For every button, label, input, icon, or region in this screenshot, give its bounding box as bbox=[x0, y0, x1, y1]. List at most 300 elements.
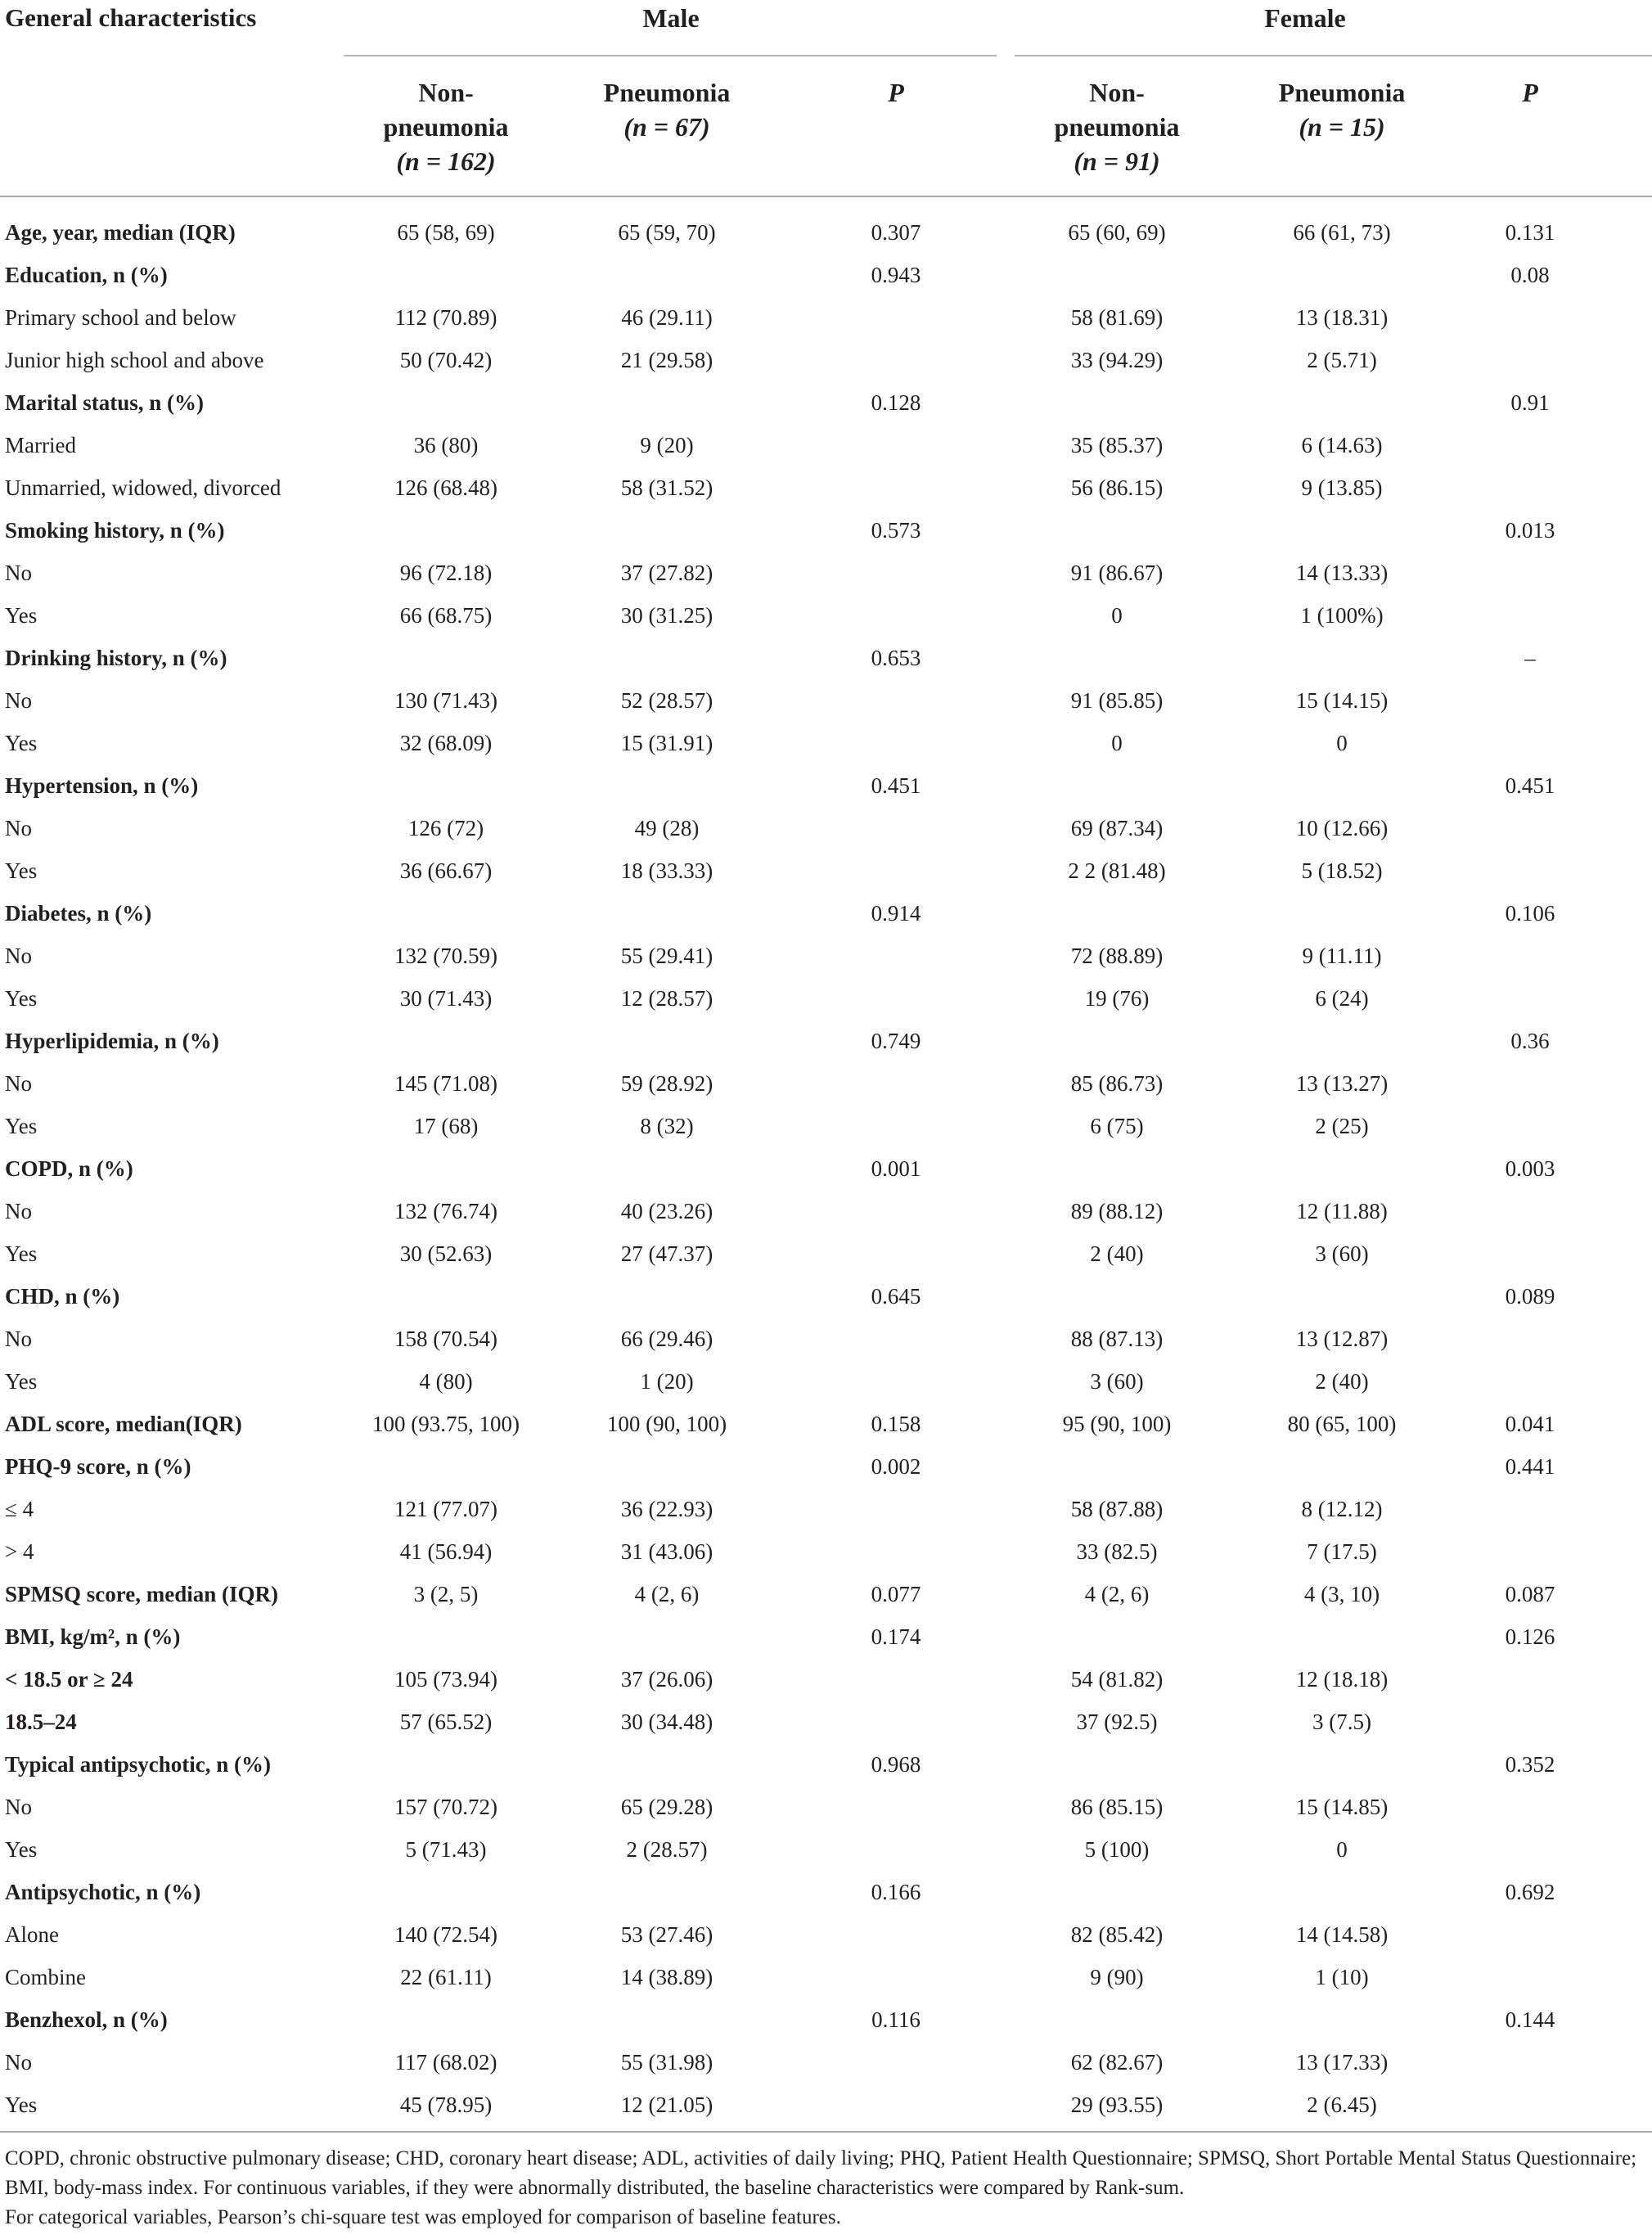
female-pneumonia-cell bbox=[1236, 1871, 1448, 1913]
male-non-pneumonia-cell: 3 (2, 5) bbox=[413, 1582, 479, 1606]
male-pneumonia-cell bbox=[565, 1445, 769, 1488]
table-row bbox=[0, 807, 1652, 849]
male-pneumonia-cell: 27 (47.37) bbox=[620, 1241, 713, 1266]
table-row bbox=[0, 679, 1652, 722]
female-non-pneumonia-cell bbox=[1015, 1871, 1219, 1913]
male-p-value-cell bbox=[794, 1318, 998, 1360]
male-p-value-cell: 0.166 bbox=[871, 1880, 921, 1904]
female-pneumonia-cell bbox=[1236, 509, 1448, 552]
table-row bbox=[0, 1658, 1652, 1701]
female-pneumonia-cell bbox=[1236, 1275, 1448, 1318]
female-pneumonia-cell: 13 (18.31) bbox=[1295, 305, 1389, 330]
female-non-pneumonia-cell: 82 (85.42) bbox=[1070, 1922, 1164, 1947]
male-non-pneumonia-cell bbox=[344, 764, 548, 807]
male-p-value-cell bbox=[794, 339, 998, 381]
male-non-pneumonia-cell bbox=[344, 254, 548, 296]
male-p-value-cell: 0.914 bbox=[871, 901, 921, 926]
row-label: Drinking history, n (%) bbox=[5, 646, 227, 670]
female-p-value-cell bbox=[1465, 849, 1596, 892]
female-non-pneumonia-cell: 72 (88.89) bbox=[1070, 944, 1164, 968]
female-non-pneumonia-cell: 33 (82.5) bbox=[1076, 1539, 1158, 1564]
male-pneumonia-cell: 55 (29.41) bbox=[620, 944, 713, 968]
female-p-value-cell bbox=[1465, 339, 1596, 381]
male-non-pneumonia-cell: 65 (58, 69) bbox=[397, 220, 495, 245]
male-p-value-cell bbox=[794, 1913, 998, 1956]
male-non-pneumonia-cell: 112 (70.89) bbox=[394, 305, 497, 330]
table-footnote bbox=[5, 2144, 1641, 2232]
female-p-value-cell: 0.041 bbox=[1505, 1412, 1555, 1436]
female-pneumonia-cell: 1 (10) bbox=[1315, 1965, 1369, 1989]
table-row bbox=[0, 254, 1652, 296]
row-label: BMI, kg/m², n (%) bbox=[5, 1624, 181, 1649]
table-row bbox=[0, 1701, 1652, 1743]
table-row bbox=[0, 1147, 1652, 1190]
male-p-value-cell bbox=[794, 1488, 998, 1530]
table-row bbox=[0, 1913, 1652, 1956]
male-non-pneumonia-cell bbox=[344, 892, 548, 935]
male-non-pneumonia-cell: 96 (72.18) bbox=[399, 561, 493, 585]
female-pneumonia-cell bbox=[1236, 764, 1448, 807]
male-p-value-cell bbox=[794, 722, 998, 764]
male-pneumonia-cell: 36 (22.93) bbox=[620, 1497, 713, 1521]
female-non-pneumonia-cell bbox=[1015, 381, 1219, 424]
female-non-pneumonia-cell bbox=[1015, 1743, 1219, 1786]
male-pneumonia-cell: 37 (27.82) bbox=[620, 561, 713, 585]
footnote-abbreviations: COPD, chronic obstructive pulmonary disease; CHD, coronary heart disease; ADL, activities of daily living; PHQ, Patient Health Questionnaire; SPMSQ, Short Portable Mental Status Questionnaire; BMI, body-mass index. For continuous variables, if they were abnormally distributed, the baseline characteristics were compared by Rank-sum. bbox=[5, 2147, 1637, 2199]
male-pneumonia-cell: 65 (29.28) bbox=[620, 1795, 713, 1819]
male-p-value-cell: 0.451 bbox=[871, 773, 921, 798]
female-p-value-cell: 0.013 bbox=[1505, 518, 1555, 543]
table-row bbox=[0, 764, 1652, 807]
female-pneumonia-header: Pneumonia (n = 15) bbox=[1278, 78, 1406, 142]
female-pneumonia-cell bbox=[1236, 254, 1448, 296]
male-non-pneumonia-cell: 30 (52.63) bbox=[399, 1241, 493, 1266]
male-p-value-cell: 0.077 bbox=[871, 1582, 921, 1606]
male-non-pneumonia-cell bbox=[344, 1871, 548, 1913]
male-p-value-cell bbox=[794, 1190, 998, 1232]
male-pneumonia-cell: 53 (27.46) bbox=[620, 1922, 713, 1947]
table-row bbox=[0, 637, 1652, 679]
female-pneumonia-cell bbox=[1236, 892, 1448, 935]
female-pneumonia-cell: 13 (12.87) bbox=[1295, 1327, 1389, 1351]
table-row bbox=[0, 1956, 1652, 1998]
header-male: Male bbox=[642, 3, 700, 33]
table-row bbox=[0, 1318, 1652, 1360]
row-label: < 18.5 or ≥ 24 bbox=[5, 1667, 133, 1692]
female-p-value-cell: 0.36 bbox=[1510, 1029, 1550, 1053]
female-pneumonia-cell: 6 (24) bbox=[1315, 986, 1369, 1011]
female-pneumonia-cell: 14 (13.33) bbox=[1295, 561, 1389, 585]
male-p-value-cell bbox=[794, 1956, 998, 1998]
male-non-pneumonia-cell: 132 (76.74) bbox=[394, 1199, 497, 1223]
female-p-value-cell bbox=[1465, 1658, 1596, 1701]
female-p-value-cell bbox=[1465, 424, 1596, 466]
female-p-value-cell: 0.089 bbox=[1505, 1284, 1555, 1309]
male-non-pneumonia-cell bbox=[344, 1615, 548, 1658]
row-label: Antipsychotic, n (%) bbox=[5, 1880, 201, 1904]
row-label: No bbox=[5, 561, 32, 585]
female-non-pneumonia-cell bbox=[1015, 1445, 1219, 1488]
male-non-pneumonia-cell bbox=[344, 509, 548, 552]
male-p-value-cell bbox=[794, 977, 998, 1020]
female-non-pneumonia-cell: 4 (2, 6) bbox=[1084, 1582, 1150, 1606]
female-non-pneumonia-cell: 0 bbox=[1111, 603, 1123, 628]
table-row bbox=[0, 424, 1652, 466]
female-pneumonia-cell: 15 (14.85) bbox=[1295, 1795, 1389, 1819]
female-pneumonia-cell: 0 bbox=[1336, 1837, 1348, 1862]
male-p-value-cell: 0.307 bbox=[871, 220, 921, 245]
female-p-value-cell bbox=[1465, 466, 1596, 509]
female-pneumonia-cell: 6 (14.63) bbox=[1301, 433, 1383, 457]
male-pneumonia-cell: 12 (21.05) bbox=[620, 2093, 713, 2117]
male-pneumonia-cell: 100 (90, 100) bbox=[606, 1412, 727, 1436]
male-p-value-cell bbox=[794, 1786, 998, 1828]
female-pneumonia-cell: 8 (12.12) bbox=[1301, 1497, 1383, 1521]
female-pneumonia-cell bbox=[1236, 1020, 1448, 1062]
table-row bbox=[0, 1190, 1652, 1232]
female-p-value-cell bbox=[1465, 1232, 1596, 1275]
female-p-value-cell bbox=[1465, 296, 1596, 339]
male-pneumonia-cell: 15 (31.91) bbox=[620, 731, 713, 755]
male-non-pneumonia-cell bbox=[344, 1445, 548, 1488]
table-row bbox=[0, 1105, 1652, 1147]
female-non-pneumonia-cell: 85 (86.73) bbox=[1070, 1071, 1164, 1096]
row-label: No bbox=[5, 816, 32, 840]
female-non-pneumonia-cell bbox=[1015, 509, 1219, 552]
female-pneumonia-cell bbox=[1236, 381, 1448, 424]
row-label: Yes bbox=[5, 858, 38, 883]
male-p-value-cell bbox=[794, 1828, 998, 1871]
row-label: CHD, n (%) bbox=[5, 1284, 120, 1309]
row-label: > 4 bbox=[5, 1539, 34, 1564]
male-pneumonia-cell bbox=[565, 1615, 769, 1658]
male-p-value-cell bbox=[794, 1658, 998, 1701]
male-non-pneumonia-cell: 130 (71.43) bbox=[394, 688, 497, 713]
male-non-pneumonia-cell: 4 (80) bbox=[419, 1369, 473, 1394]
female-non-pneumonia-cell: 91 (86.67) bbox=[1070, 561, 1164, 585]
male-p-value-cell bbox=[794, 2041, 998, 2084]
row-label: No bbox=[5, 1071, 32, 1096]
female-p-value-cell bbox=[1465, 977, 1596, 1020]
row-label: Marital status, n (%) bbox=[5, 390, 204, 415]
female-pneumonia-cell: 1 (100%) bbox=[1300, 603, 1384, 628]
table-row bbox=[0, 892, 1652, 935]
male-p-value-cell: 0.968 bbox=[871, 1752, 921, 1777]
male-non-pneumonia-cell: 121 (77.07) bbox=[394, 1497, 497, 1521]
female-p-value-cell bbox=[1465, 1828, 1596, 1871]
female-p-value-cell bbox=[1465, 1105, 1596, 1147]
female-p-value-cell: 0.106 bbox=[1505, 901, 1555, 926]
female-non-pneumonia-cell: 89 (88.12) bbox=[1070, 1199, 1164, 1223]
female-non-pneumonia-cell: 69 (87.34) bbox=[1070, 816, 1164, 840]
male-non-pneumonia-cell: 140 (72.54) bbox=[394, 1922, 497, 1947]
table-row bbox=[0, 935, 1652, 977]
male-pneumonia-header: Pneumonia (n = 67) bbox=[603, 78, 731, 142]
female-non-pneumonia-cell: 56 (86.15) bbox=[1070, 475, 1164, 500]
female-non-pneumonia-cell: 9 (90) bbox=[1090, 1965, 1144, 1989]
table-row bbox=[0, 1360, 1652, 1403]
male-non-pneumonia-cell: 22 (61.11) bbox=[400, 1965, 492, 1989]
male-pneumonia-cell: 59 (28.92) bbox=[620, 1071, 713, 1096]
row-label: No bbox=[5, 688, 32, 713]
female-pneumonia-cell bbox=[1236, 1743, 1448, 1786]
female-pneumonia-cell bbox=[1236, 637, 1448, 679]
male-p-value-cell bbox=[794, 935, 998, 977]
male-pneumonia-cell bbox=[565, 254, 769, 296]
male-p-value-cell bbox=[794, 1360, 998, 1403]
male-pneumonia-cell bbox=[565, 381, 769, 424]
male-pneumonia-cell: 37 (26.06) bbox=[620, 1667, 713, 1692]
table-row bbox=[0, 1488, 1652, 1530]
row-label: Unmarried, widowed, divorced bbox=[5, 475, 281, 500]
row-label: PHQ-9 score, n (%) bbox=[5, 1454, 191, 1479]
male-pneumonia-cell bbox=[565, 1743, 769, 1786]
male-p-value-cell: 0.128 bbox=[871, 390, 921, 415]
row-label: No bbox=[5, 944, 32, 968]
female-pneumonia-cell: 13 (17.33) bbox=[1295, 2050, 1389, 2075]
male-p-value-cell: 0.749 bbox=[871, 1029, 921, 1053]
table-row bbox=[0, 339, 1652, 381]
table-row bbox=[0, 1445, 1652, 1488]
female-p-value-cell bbox=[1465, 935, 1596, 977]
male-p-value-cell bbox=[794, 807, 998, 849]
female-p-value-cell bbox=[1465, 594, 1596, 637]
male-p-value-cell: 0.174 bbox=[871, 1624, 921, 1649]
male-pneumonia-cell bbox=[565, 1871, 769, 1913]
female-p-value-cell bbox=[1465, 2084, 1596, 2126]
female-non-pneumonia-cell: 65 (60, 69) bbox=[1068, 220, 1166, 245]
female-non-pneumonia-cell bbox=[1015, 254, 1219, 296]
row-label: No bbox=[5, 1795, 32, 1819]
female-p-value-cell bbox=[1465, 1913, 1596, 1956]
male-pneumonia-cell: 30 (34.48) bbox=[620, 1710, 713, 1734]
female-pneumonia-cell: 9 (11.11) bbox=[1302, 944, 1382, 968]
male-pneumonia-cell: 12 (28.57) bbox=[620, 986, 713, 1011]
female-pneumonia-cell: 12 (11.88) bbox=[1296, 1199, 1388, 1223]
male-pneumonia-cell: 40 (23.26) bbox=[620, 1199, 713, 1223]
female-non-pneumonia-cell: 88 (87.13) bbox=[1070, 1327, 1164, 1351]
male-pneumonia-cell bbox=[565, 764, 769, 807]
female-pneumonia-cell: 9 (13.85) bbox=[1301, 475, 1383, 500]
male-p-value-cell: 0.116 bbox=[871, 2007, 921, 2032]
female-pneumonia-cell: 15 (14.15) bbox=[1295, 688, 1389, 713]
female-pneumonia-cell: 2 (5.71) bbox=[1307, 348, 1377, 372]
female-non-pneumonia-header: Non- pneumonia (n = 91) bbox=[1054, 78, 1180, 176]
female-non-pneumonia-cell: 58 (87.88) bbox=[1070, 1497, 1164, 1521]
male-pneumonia-cell: 49 (28) bbox=[634, 816, 700, 840]
female-non-pneumonia-cell: 54 (81.82) bbox=[1070, 1667, 1164, 1692]
table-row bbox=[0, 509, 1652, 552]
female-pneumonia-cell: 13 (13.27) bbox=[1295, 1071, 1389, 1096]
male-p-value-cell: 0.158 bbox=[871, 1412, 921, 1436]
female-p-value-cell bbox=[1465, 1318, 1596, 1360]
female-p-value-cell bbox=[1465, 807, 1596, 849]
male-non-pneumonia-cell: 5 (71.43) bbox=[405, 1837, 487, 1862]
table-row bbox=[0, 466, 1652, 509]
row-label: Combine bbox=[5, 1965, 86, 1989]
female-p-value-cell bbox=[1465, 1701, 1596, 1743]
female-p-value-cell bbox=[1465, 1360, 1596, 1403]
male-pneumonia-cell: 30 (31.25) bbox=[620, 603, 713, 628]
male-pneumonia-cell: 66 (29.46) bbox=[620, 1327, 713, 1351]
header-bottom-rule bbox=[0, 196, 1652, 197]
row-label: No bbox=[5, 1327, 32, 1351]
female-p-value-cell: 0.91 bbox=[1510, 390, 1550, 415]
male-pneumonia-cell: 2 (28.57) bbox=[626, 1837, 708, 1862]
row-label: Typical antipsychotic, n (%) bbox=[5, 1752, 272, 1777]
row-label: ≤ 4 bbox=[5, 1497, 34, 1521]
male-p-value-cell bbox=[794, 1232, 998, 1275]
male-p-value-cell bbox=[794, 1062, 998, 1105]
female-p-value-cell bbox=[1465, 722, 1596, 764]
table-row bbox=[0, 1275, 1652, 1318]
male-non-pneumonia-cell: 157 (70.72) bbox=[394, 1795, 497, 1819]
table-row bbox=[0, 2084, 1652, 2126]
row-label: Education, n (%) bbox=[5, 263, 168, 287]
male-non-pneumonia-cell: 126 (72) bbox=[407, 816, 484, 840]
female-pneumonia-cell: 3 (60) bbox=[1315, 1241, 1369, 1266]
row-label: Married bbox=[5, 433, 76, 457]
table-row bbox=[0, 1786, 1652, 1828]
male-pneumonia-cell: 58 (31.52) bbox=[620, 475, 713, 500]
male-pneumonia-cell bbox=[565, 1275, 769, 1318]
table-row bbox=[0, 1020, 1652, 1062]
female-pneumonia-cell: 10 (12.66) bbox=[1295, 816, 1389, 840]
male-non-pneumonia-cell: 50 (70.42) bbox=[399, 348, 493, 372]
male-non-pneumonia-cell: 57 (65.52) bbox=[399, 1710, 493, 1734]
table-bottom-rule bbox=[0, 2131, 1652, 2133]
female-pneumonia-cell: 5 (18.52) bbox=[1301, 858, 1383, 883]
female-p-value-cell bbox=[1465, 1488, 1596, 1530]
female-non-pneumonia-cell bbox=[1015, 637, 1219, 679]
table-row bbox=[0, 1871, 1652, 1913]
male-pneumonia-cell: 4 (2, 6) bbox=[634, 1582, 700, 1606]
male-non-pneumonia-cell: 30 (71.43) bbox=[399, 986, 493, 1011]
row-label: No bbox=[5, 1199, 32, 1223]
male-non-pneumonia-cell bbox=[344, 1998, 548, 2041]
female-p-value-cell: 0.144 bbox=[1505, 2007, 1555, 2032]
table-row bbox=[0, 594, 1652, 637]
male-p-value-cell: 0.645 bbox=[871, 1284, 921, 1309]
header-female: Female bbox=[1264, 3, 1346, 33]
female-group-rule bbox=[1015, 55, 1652, 56]
male-pneumonia-cell: 14 (38.89) bbox=[620, 1965, 713, 1989]
male-p-value-cell bbox=[794, 1530, 998, 1573]
female-pneumonia-cell: 12 (18.18) bbox=[1295, 1667, 1389, 1692]
female-pneumonia-cell: 4 (3, 10) bbox=[1303, 1582, 1380, 1606]
row-label: Alone bbox=[5, 1922, 59, 1947]
male-pneumonia-cell: 55 (31.98) bbox=[620, 2050, 713, 2075]
male-pneumonia-cell bbox=[565, 892, 769, 935]
female-non-pneumonia-cell: 29 (93.55) bbox=[1070, 2093, 1164, 2117]
female-p-value-cell bbox=[1465, 552, 1596, 594]
male-p-value-cell: 0.573 bbox=[871, 518, 921, 543]
male-p-value-cell bbox=[794, 849, 998, 892]
table-row bbox=[0, 1615, 1652, 1658]
male-non-pneumonia-cell: 145 (71.08) bbox=[394, 1071, 497, 1096]
female-pneumonia-cell: 2 (40) bbox=[1315, 1369, 1369, 1394]
male-non-pneumonia-header: Non- pneumonia (n = 162) bbox=[383, 78, 509, 176]
female-p-value-cell bbox=[1465, 679, 1596, 722]
male-p-value-cell bbox=[794, 1701, 998, 1743]
male-pneumonia-cell: 1 (20) bbox=[640, 1369, 694, 1394]
female-non-pneumonia-cell: 2 (40) bbox=[1090, 1241, 1144, 1266]
row-label: Hypertension, n (%) bbox=[5, 773, 199, 798]
female-pneumonia-cell: 66 (61, 73) bbox=[1293, 220, 1391, 245]
female-p-value-cell bbox=[1465, 1530, 1596, 1573]
row-label: Junior high school and above bbox=[5, 348, 264, 372]
female-non-pneumonia-cell: 37 (92.5) bbox=[1076, 1710, 1158, 1734]
male-pneumonia-cell bbox=[565, 1147, 769, 1190]
row-label: Smoking history, n (%) bbox=[5, 518, 225, 543]
male-non-pneumonia-cell: 36 (66.67) bbox=[399, 858, 493, 883]
male-non-pneumonia-cell: 100 (93.75, 100) bbox=[372, 1412, 520, 1436]
male-pneumonia-cell bbox=[565, 509, 769, 552]
female-non-pneumonia-cell: 19 (76) bbox=[1084, 986, 1150, 1011]
male-pneumonia-cell: 21 (29.58) bbox=[620, 348, 713, 372]
female-non-pneumonia-cell: 62 (82.67) bbox=[1070, 2050, 1164, 2075]
female-non-pneumonia-cell: 5 (100) bbox=[1084, 1837, 1150, 1862]
female-non-pneumonia-cell bbox=[1015, 892, 1219, 935]
female-non-pneumonia-cell: 0 bbox=[1111, 731, 1123, 755]
female-p-value-cell: 0.087 bbox=[1505, 1582, 1555, 1606]
female-non-pneumonia-cell: 35 (85.37) bbox=[1070, 433, 1164, 457]
male-non-pneumonia-cell bbox=[344, 1743, 548, 1786]
male-non-pneumonia-cell: 66 (68.75) bbox=[399, 603, 493, 628]
male-pneumonia-cell bbox=[565, 1998, 769, 2041]
row-label: No bbox=[5, 2050, 32, 2075]
male-p-value-cell bbox=[794, 296, 998, 339]
female-non-pneumonia-cell bbox=[1015, 1998, 1219, 2041]
table-row bbox=[0, 1530, 1652, 1573]
row-label: 18.5–24 bbox=[5, 1710, 77, 1734]
male-non-pneumonia-cell bbox=[344, 1275, 548, 1318]
table-row bbox=[0, 1573, 1652, 1615]
male-pneumonia-cell: 31 (43.06) bbox=[620, 1539, 713, 1564]
female-p-value-cell: 0.131 bbox=[1505, 220, 1555, 245]
female-pneumonia-cell bbox=[1236, 1147, 1448, 1190]
table-row bbox=[0, 1232, 1652, 1275]
male-non-pneumonia-cell: 158 (70.54) bbox=[394, 1327, 497, 1351]
male-non-pneumonia-cell bbox=[344, 1147, 548, 1190]
male-non-pneumonia-cell: 105 (73.94) bbox=[394, 1667, 497, 1692]
table-row bbox=[0, 381, 1652, 424]
table-row bbox=[0, 722, 1652, 764]
female-pneumonia-cell: 14 (14.58) bbox=[1295, 1922, 1389, 1947]
female-p-value-cell bbox=[1465, 1062, 1596, 1105]
male-non-pneumonia-cell: 17 (68) bbox=[413, 1114, 479, 1138]
male-pneumonia-cell: 65 (59, 70) bbox=[618, 220, 716, 245]
footnote-methods: For categorical variables, Pearson’s chi-square test was employed for comparison of baseline features. bbox=[5, 2206, 841, 2228]
table-row bbox=[0, 1998, 1652, 2041]
male-p-header: P bbox=[888, 78, 904, 107]
female-p-value-cell: 0.352 bbox=[1505, 1752, 1555, 1777]
row-label: Hyperlipidemia, n (%) bbox=[5, 1029, 219, 1053]
female-non-pneumonia-cell: 86 (85.15) bbox=[1070, 1795, 1164, 1819]
male-p-value-cell: 0.653 bbox=[871, 646, 921, 670]
male-p-value-cell: 0.001 bbox=[871, 1156, 921, 1181]
female-non-pneumonia-cell: 91 (85.85) bbox=[1070, 688, 1164, 713]
male-pneumonia-cell bbox=[565, 1020, 769, 1062]
female-p-value-cell: 0.451 bbox=[1505, 773, 1555, 798]
female-non-pneumonia-cell: 6 (75) bbox=[1090, 1114, 1144, 1138]
male-non-pneumonia-cell bbox=[344, 1020, 548, 1062]
row-label: Primary school and below bbox=[5, 305, 236, 330]
male-p-value-cell bbox=[794, 552, 998, 594]
female-p-header: P bbox=[1522, 78, 1538, 107]
female-pneumonia-cell: 0 bbox=[1336, 731, 1348, 755]
row-label: Yes bbox=[5, 1369, 38, 1394]
